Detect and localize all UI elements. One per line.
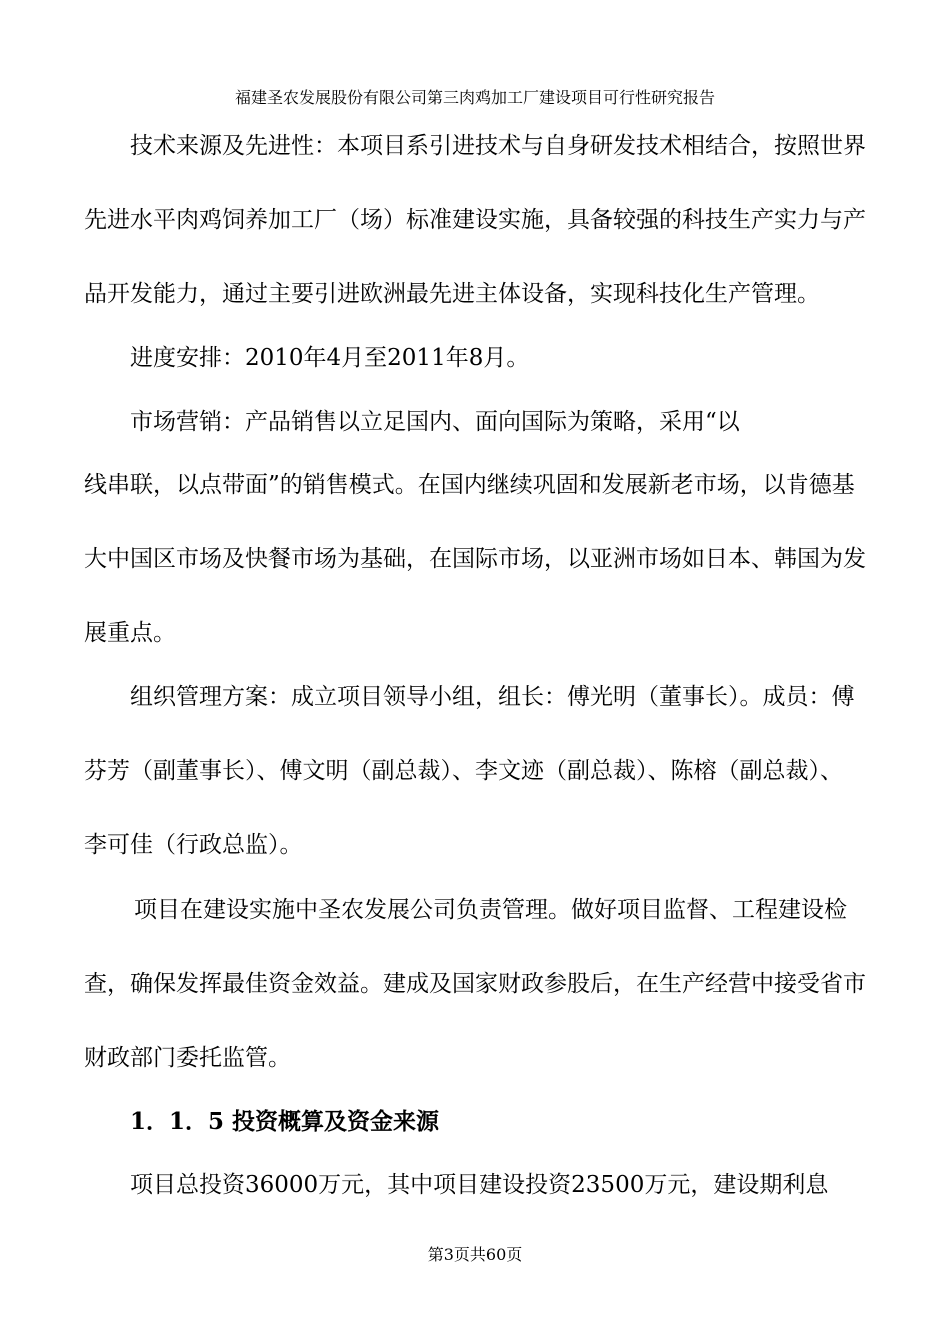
paragraph-market-line-3: 大中国区市场及快餐市场为基础，在国际市场，以亚洲市场如日本、韩国为发 [84,546,866,572]
paragraph-tech-line-2: 先进水平肉鸡饲养加工厂（场）标准建设实施，具备较强的科技生产实力与产 [84,207,866,233]
paragraph-impl-line-3: 财政部门委托监管。 [84,1045,291,1071]
section-heading: 1．1．5 投资概算及资金来源 [130,1108,440,1135]
page-header: 福建圣农发展股份有限公司第三肉鸡加工厂建设项目可行性研究报告 [234,88,715,107]
paragraph-market-line-2: 线串联，以点带面”的销售模式。在国内继续巩固和发展新老市场，以肯德基 [84,472,855,498]
paragraph-org-line-2: 芬芳（副董事长）、傅文明（副总裁）、李文迹（副总裁）、陈榕（副总裁）、 [84,758,843,784]
paragraph-org-line-1: 组织管理方案：成立项目领导小组，组长：傅光明（董事长）。成员：傅 [130,684,855,710]
paragraph-tech-line-3: 品开发能力，通过主要引进欧洲最先进主体设备，实现科技化生产管理。 [84,281,820,307]
paragraph-market-line-4: 展重点。 [84,620,176,646]
page-footer: 第3页共60页 [427,1245,523,1264]
paragraph-invest-line-1: 项目总投资36000万元，其中项目建设投资23500万元，建设期利息 [130,1172,829,1198]
paragraph-impl-line-1: 项目在建设实施中圣农发展公司负责管理。做好项目监督、工程建设检 [134,897,847,923]
paragraph-schedule: 进度安排：2010年4月至2011年8月。 [130,345,530,371]
paragraph-tech-line-1: 技术来源及先进性：本项目系引进技术与自身研发技术相结合，按照世界 [130,133,866,159]
paragraph-market-line-1: 市场营销：产品销售以立足国内、面向国际为策略，采用“以 [130,409,740,435]
paragraph-impl-line-2: 查，确保发挥最佳资金效益。建成及国家财政参股后，在生产经营中接受省市 [84,971,866,997]
paragraph-org-line-3: 李可佳（行政总监）。 [84,832,303,858]
